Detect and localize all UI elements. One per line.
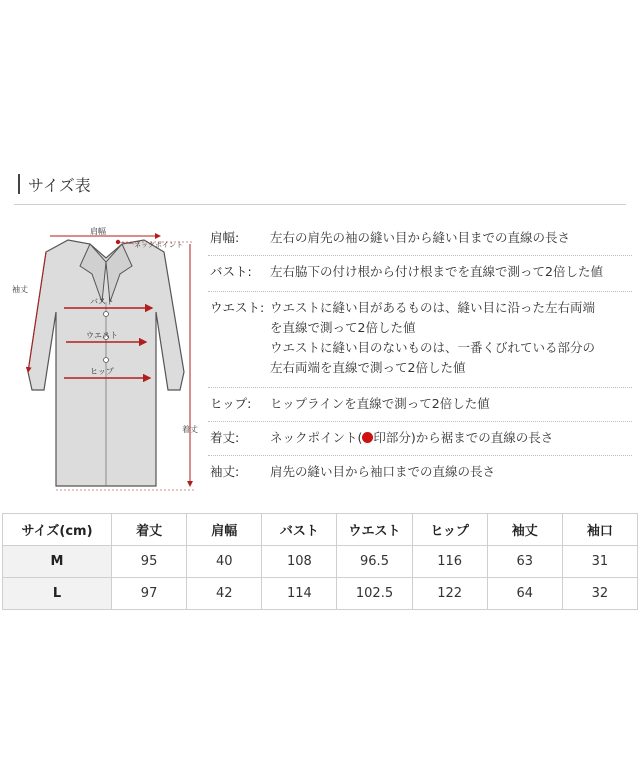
definition-row xyxy=(208,388,632,422)
coat-button xyxy=(104,312,109,317)
table-cell: 64 xyxy=(487,578,562,610)
table-cell: 63 xyxy=(487,546,562,578)
definition-text: 左右の肩先の袖の縫い目から縫い目までの直線の長さ xyxy=(270,230,571,245)
table-cell: 116 xyxy=(412,546,487,578)
definition-row xyxy=(208,456,632,490)
table-row xyxy=(3,578,638,610)
neck-point-dot-icon xyxy=(362,432,373,443)
table-cell: 108 xyxy=(262,546,337,578)
definition-term: バスト: xyxy=(210,264,252,279)
definition-term: 着丈: xyxy=(210,430,240,445)
definition-text: ウエストに縫い目があるものは、縫い目に沿った左右両端 を直線で測って2倍した値 ウエストに縫い目のないものは、一番くびれている部分の 左右両端を直線で測って2倍した値 xyxy=(270,300,596,375)
table-cell: 96.5 xyxy=(337,546,412,578)
title-divider xyxy=(14,204,626,205)
definition-row xyxy=(208,292,632,388)
table-header-cell: バスト xyxy=(262,514,337,546)
definition-text: ヒップラインを直線で測って2倍した値 xyxy=(270,396,490,411)
sleeve-length-label: 袖丈 xyxy=(12,285,28,294)
size-label-cell: L xyxy=(3,578,112,610)
table-row xyxy=(3,546,638,578)
definition-term: ヒップ: xyxy=(210,396,252,411)
neck-point-label: ネックポイント xyxy=(134,241,183,249)
definition-row xyxy=(208,422,632,456)
definition-row xyxy=(208,222,632,256)
table-cell: 97 xyxy=(112,578,187,610)
table-cell: 40 xyxy=(187,546,262,578)
table-cell: 95 xyxy=(112,546,187,578)
length-label: 着丈 xyxy=(182,425,198,434)
hip-label: ヒップ xyxy=(90,367,114,376)
table-cell: 114 xyxy=(262,578,337,610)
definition-text: 肩先の縫い目から袖口までの直線の長さ xyxy=(270,464,496,479)
table-header-cell: 着丈 xyxy=(112,514,187,546)
definition-text: 左右脇下の付け根から付け根までを直線で測って2倍した値 xyxy=(270,264,603,279)
size-label-cell: M xyxy=(3,546,112,578)
bust-label: バスト xyxy=(90,297,114,306)
table-header-cell: 袖口 xyxy=(562,514,637,546)
coat-measurement-diagram xyxy=(6,222,204,502)
table-cell: 122 xyxy=(412,578,487,610)
table-cell: 31 xyxy=(562,546,637,578)
table-cell: 42 xyxy=(187,578,262,610)
table-cell: 32 xyxy=(562,578,637,610)
table-cell: 102.5 xyxy=(337,578,412,610)
table-header-row xyxy=(3,514,638,546)
waist-label: ウエスト xyxy=(86,331,118,340)
definition-term: 肩幅: xyxy=(210,230,240,245)
definition-text: ネックポイント( 印部分)から裾までの直線の長さ xyxy=(270,430,554,445)
measurement-definitions xyxy=(208,222,632,490)
definition-row xyxy=(208,256,632,292)
table-header-cell: 肩幅 xyxy=(187,514,262,546)
definition-term: ウエスト: xyxy=(210,300,265,315)
table-header-cell: 袖丈 xyxy=(487,514,562,546)
coat-button xyxy=(104,358,109,363)
size-table xyxy=(2,513,638,610)
definition-term: 袖丈: xyxy=(210,464,240,479)
title-accent-bar xyxy=(18,174,20,194)
table-header-cell: サイズ(cm) xyxy=(3,514,112,546)
table-header-cell: ヒップ xyxy=(412,514,487,546)
table-header-cell: ウエスト xyxy=(337,514,412,546)
section-title xyxy=(18,172,91,196)
section-title-text: サイズ表 xyxy=(28,175,91,195)
shoulder-width-label: 肩幅 xyxy=(90,227,106,236)
